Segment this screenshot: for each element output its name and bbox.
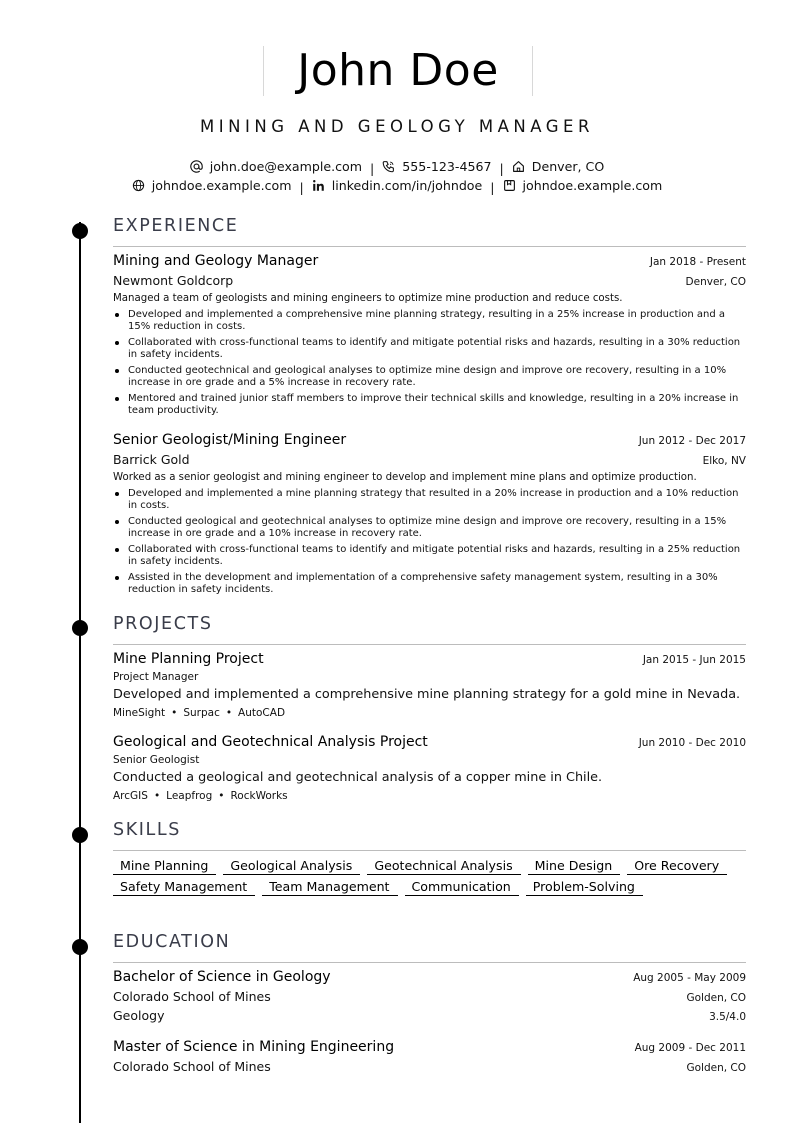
skill-tag: Communication: [405, 879, 519, 896]
project-description: Developed and implemented a comprehensive mine planning strategy for a gold mine in Nevada.: [113, 687, 741, 702]
timeline-dot-education: [72, 939, 88, 955]
candidate-name: John Doe: [297, 45, 499, 96]
linkedin-text: linkedin.com/in/johndoe: [331, 178, 483, 193]
education-dates: Aug 2005 - May 2009: [633, 972, 746, 984]
tool-separator: •: [153, 790, 161, 802]
job-summary: Managed a team of geologists and mining engineers to optimize mine production and reduce costs.: [113, 293, 623, 304]
field-of-study: Geology: [113, 1008, 165, 1023]
education-school-row: [113, 1059, 746, 1074]
skill-tag: Ore Recovery: [627, 858, 727, 875]
job-bullet: Conducted geological and geotechnical analyses to optimize mine design and improve ore recovery, resulting in a 15% increase in ore grade and a 10% increase in recovery rate.: [113, 516, 746, 540]
contact-separator: |: [490, 180, 495, 195]
skill-tag: Team Management: [262, 879, 397, 896]
school-location: Golden, CO: [686, 992, 746, 1004]
project-tools: [113, 790, 288, 802]
tool-separator: •: [171, 707, 178, 719]
phone-icon: [382, 160, 395, 173]
school: Colorado School of Mines: [113, 1059, 271, 1074]
job-dates: Jan 2018 - Present: [649, 256, 746, 268]
skill-tag: Geological Analysis: [223, 858, 360, 875]
portfolio-text: johndoe.example.com: [522, 178, 663, 193]
school: Colorado School of Mines: [113, 989, 271, 1004]
name-block: [263, 46, 533, 96]
job-header: [113, 432, 746, 448]
section-divider: [113, 962, 746, 963]
project-tool: Surpac: [183, 707, 220, 719]
job-role: Mining and Geology Manager: [113, 253, 319, 269]
job-company: Newmont Goldcorp: [113, 273, 234, 288]
project-name: Geological and Geotechnical Analysis Project: [113, 734, 428, 750]
section-divider: [113, 246, 746, 247]
project-header: [113, 734, 746, 750]
phone-text: 555-123-4567: [402, 159, 492, 174]
contact-email[interactable]: [190, 159, 362, 174]
education-dates: Aug 2009 - Dec 2011: [634, 1042, 746, 1054]
school-location: Golden, CO: [686, 1062, 746, 1074]
degree: Bachelor of Science in Geology: [113, 969, 331, 985]
job-company-row: [113, 273, 746, 288]
contact-separator: |: [370, 161, 375, 176]
candidate-title: MINING AND GEOLOGY MANAGER: [200, 117, 594, 136]
project-name: Mine Planning Project: [113, 651, 264, 667]
education-field-row: [113, 1008, 746, 1023]
timeline-dot-projects: [72, 620, 88, 636]
contact-website[interactable]: [132, 178, 292, 193]
contact-linkedin[interactable]: [312, 178, 483, 193]
skill-tag: Mine Design: [528, 858, 621, 875]
contact-line-2: [0, 178, 794, 195]
gpa: 3.5/4.0: [709, 1011, 746, 1023]
education-heading: EDUCATION: [113, 932, 231, 952]
section-divider: [113, 644, 746, 645]
project-tool: MineSight: [113, 707, 166, 719]
job-location: Denver, CO: [685, 276, 746, 288]
tool-separator: •: [225, 707, 233, 719]
project-tool: Leapfrog: [166, 790, 213, 802]
job-bullet: Collaborated with cross-functional teams to identify and mitigate potential risks and hazards, resulting in a 25% reduction in safety incidents.: [113, 544, 746, 568]
skill-tag: Geotechnical Analysis: [367, 858, 520, 875]
project-role: Senior Geologist: [113, 754, 200, 766]
linkedin-icon: [312, 179, 325, 192]
section-divider: [113, 850, 746, 851]
job-bullets: [113, 309, 746, 421]
home-icon: [512, 160, 525, 173]
website-text: johndoe.example.com: [151, 178, 292, 193]
job-header: [113, 253, 746, 269]
project-dates: Jun 2010 - Dec 2010: [638, 737, 746, 749]
skill-tag: Safety Management: [113, 879, 255, 896]
job-bullet: Mentored and trained junior staff members to improve their technical skills and knowledge, resulting in a 20% increase in team productivity.: [113, 393, 746, 417]
job-role: Senior Geologist/Mining Engineer: [113, 432, 347, 448]
timeline-line: [79, 222, 81, 1123]
contact-location: [512, 159, 605, 174]
globe-icon: [132, 179, 145, 192]
job-bullet: Developed and implemented a comprehensive mine planning strategy, resulting in a 25% increase in production and a 15% reduction in costs.: [113, 309, 746, 333]
job-summary: Worked as a senior geologist and mining engineer to develop and implement mine plans and optimize production.: [113, 472, 697, 483]
job-bullet: Conducted geotechnical and geological analyses to optimize mine design and improve ore recovery, resulting in a 10% increase in ore grade and a 5% increase in recovery rate.: [113, 365, 746, 389]
education-header: [113, 1039, 746, 1055]
project-role: Project Manager: [113, 671, 199, 683]
job-company: Barrick Gold: [113, 452, 190, 467]
education-school-row: [113, 989, 746, 1004]
contact-line-1: [0, 159, 794, 176]
project-header: [113, 651, 746, 667]
email-text: john.doe@example.com: [209, 159, 363, 174]
contact-separator: |: [299, 180, 304, 195]
project-description: Conducted a geological and geotechnical analysis of a copper mine in Chile.: [113, 770, 603, 785]
job-bullets: [113, 488, 746, 600]
tool-separator: •: [218, 790, 225, 802]
location-text: Denver, CO: [531, 159, 605, 174]
job-location: Elko, NV: [702, 455, 746, 467]
contact-separator: |: [499, 161, 504, 176]
job-company-row: [113, 452, 746, 467]
project-dates: Jan 2015 - Jun 2015: [642, 654, 746, 666]
job-bullet: Collaborated with cross-functional teams to identify and mitigate potential risks and hazards, resulting in a 30% reduction in safety incidents.: [113, 337, 746, 361]
contact-phone[interactable]: [382, 159, 491, 174]
project-tools: [113, 707, 285, 719]
skills-list: [113, 858, 753, 896]
at-icon: [190, 160, 203, 173]
timeline-dot-experience: [72, 223, 88, 239]
degree: Master of Science in Mining Engineering: [113, 1039, 395, 1055]
skill-tag: Mine Planning: [113, 858, 216, 875]
project-tool: AutoCAD: [238, 707, 286, 719]
job-bullet: Assisted in the development and implementation of a comprehensive safety management system, resulting in a 30% reduction in safety incidents.: [113, 572, 746, 596]
portfolio-icon: [503, 179, 516, 192]
experience-heading: EXPERIENCE: [113, 216, 239, 236]
timeline-dot-skills: [72, 827, 88, 843]
project-tool: ArcGIS: [113, 790, 148, 802]
skill-tag: Problem-Solving: [526, 879, 643, 896]
education-header: [113, 969, 746, 985]
projects-heading: PROJECTS: [113, 614, 213, 634]
skills-heading: SKILLS: [113, 820, 181, 840]
job-dates: Jun 2012 - Dec 2017: [638, 435, 746, 447]
project-tool: RockWorks: [230, 790, 288, 802]
job-bullet: Developed and implemented a mine planning strategy that resulted in a 20% increase in production and a 10% reduction in costs.: [113, 488, 746, 512]
contact-portfolio[interactable]: [503, 178, 663, 193]
